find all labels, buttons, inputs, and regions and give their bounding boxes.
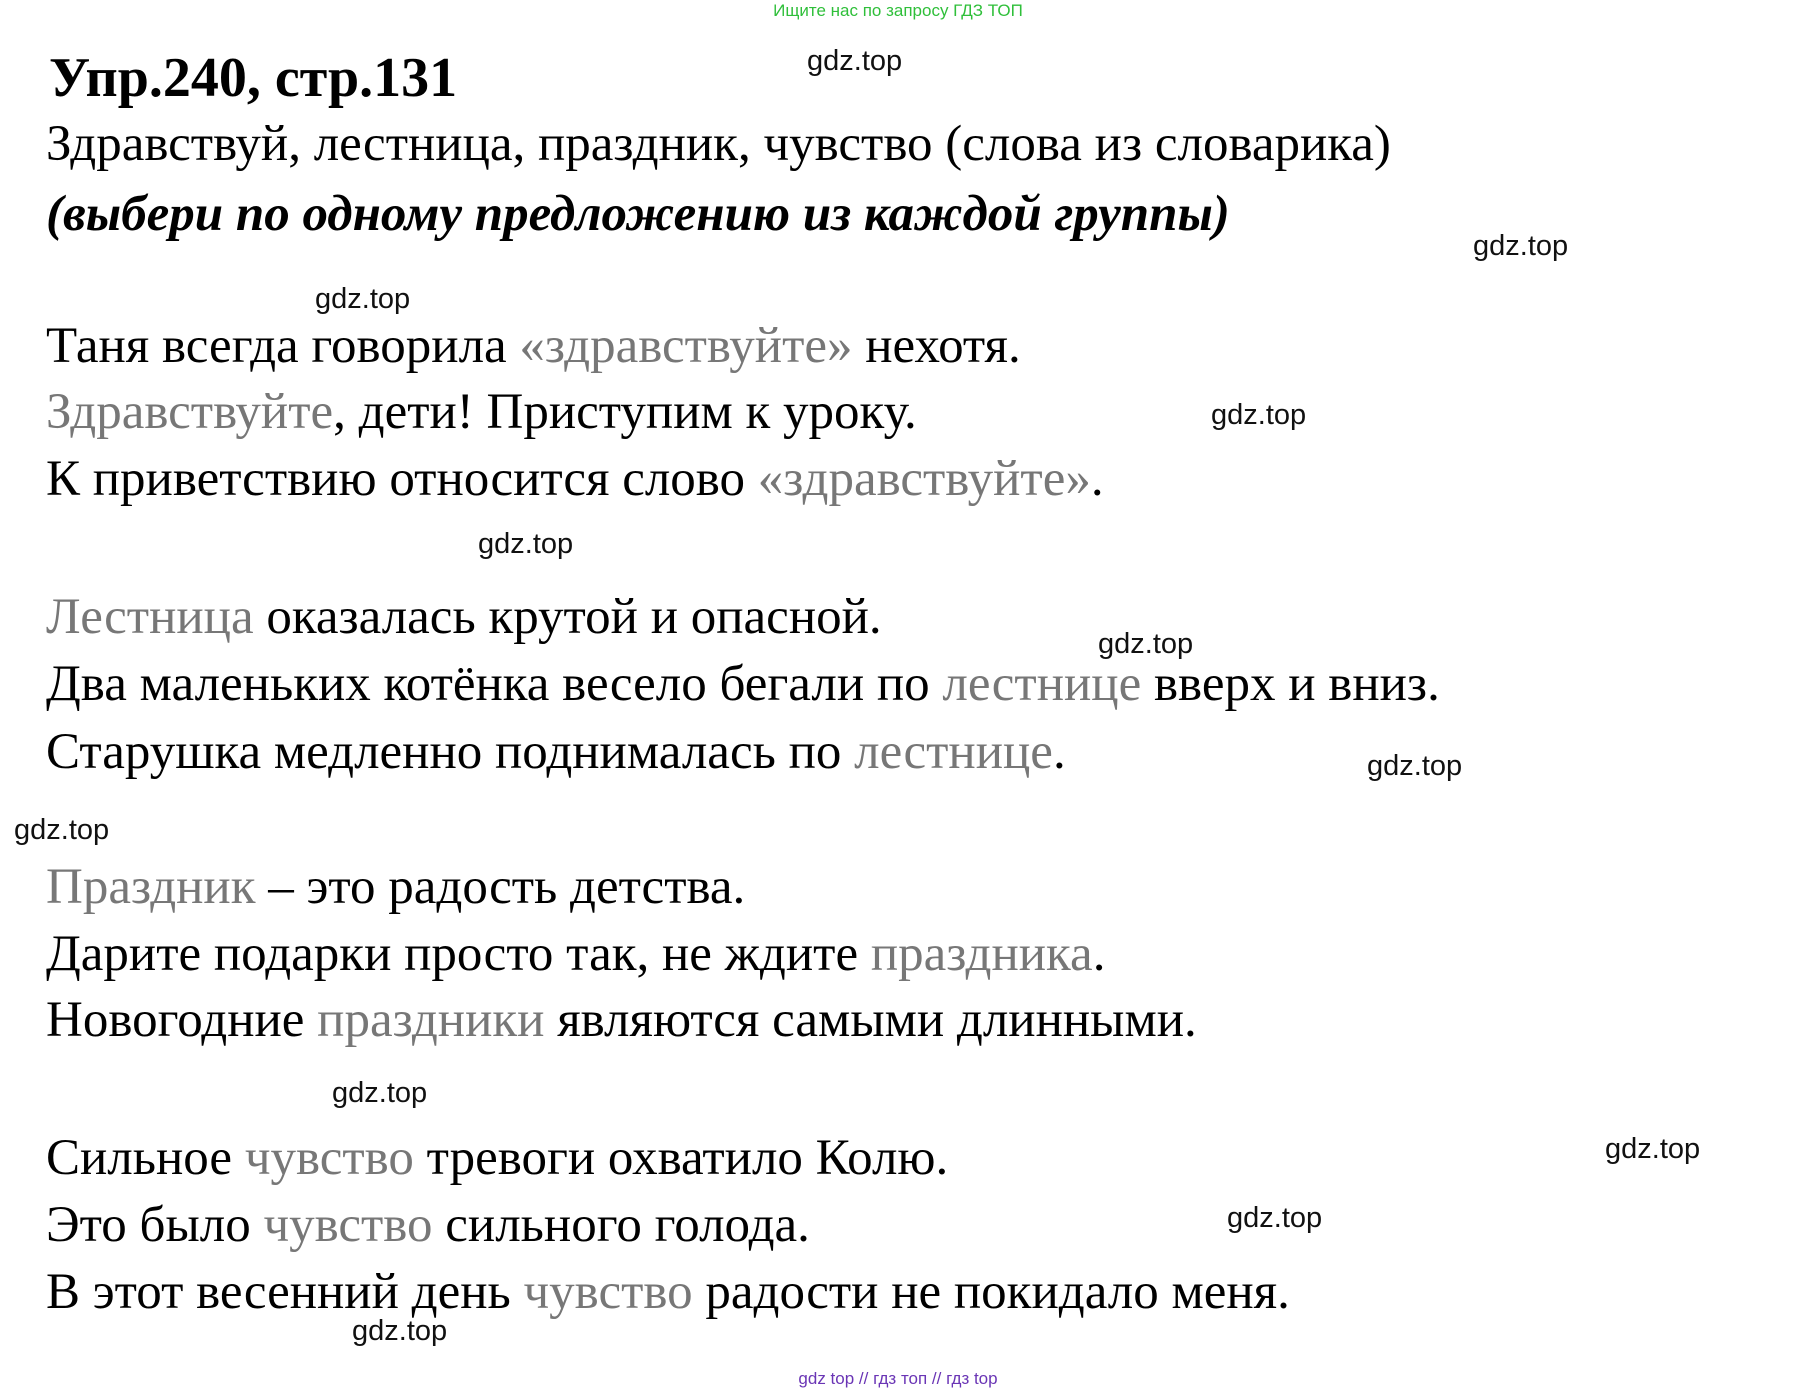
watermark-text: gdz.top [1367, 750, 1463, 782]
sentence-text: Старушка медленно поднималась по [46, 724, 855, 780]
highlighted-word: Лестница [46, 589, 254, 645]
watermark-text: gdz.top [332, 1077, 428, 1109]
sentence-text: Новогодние [46, 992, 318, 1048]
highlighted-word: праздники [317, 992, 545, 1048]
sentence-line [46, 1260, 1290, 1324]
sentence-text: вверх и вниз. [1141, 656, 1440, 712]
sentence-text: – это радость детства. [255, 859, 746, 915]
sentence-line [46, 652, 1440, 716]
sentence-line [46, 720, 1066, 784]
instruction-text: (выбери по одному предложению из каждой группы) [46, 186, 1230, 242]
highlighted-word: праздника [870, 926, 1093, 982]
sentence-text: Два маленьких котёнка весело бегали по [46, 656, 943, 712]
sentence-text: сильного голода. [432, 1197, 810, 1253]
sentence-line [46, 855, 745, 919]
bottom-banner-text: gdz top // гдз топ // гдз top [798, 1369, 998, 1388]
watermark-text: gdz.top [14, 814, 110, 846]
sentence-line [46, 988, 1197, 1052]
highlighted-word: чувство [244, 1130, 414, 1186]
highlighted-word: лестнице [854, 724, 1053, 780]
sentence-text: являются самыми длинными. [544, 992, 1197, 1048]
highlighted-word: «здравствуйте» [757, 451, 1091, 507]
sentence-text: . [1090, 451, 1104, 507]
highlighted-word: чувство [523, 1264, 693, 1320]
sentence-text: радости не покидало меня. [692, 1264, 1290, 1320]
sentence-text: оказалась крутой и опасной. [253, 589, 882, 645]
sentence-text: Дарите подарки просто так, не ждите [46, 926, 871, 982]
watermark-text: gdz.top [1605, 1133, 1701, 1165]
sentence-text: Это было [46, 1197, 264, 1253]
sentence-text: Сильное [46, 1130, 245, 1186]
watermark-text: gdz.top [1098, 628, 1194, 660]
sentence-line [46, 380, 917, 444]
sentence-text: . [1092, 926, 1106, 982]
watermark-text: gdz.top [478, 528, 574, 560]
sentence-line [46, 1193, 810, 1257]
highlighted-word: Праздник [46, 859, 256, 915]
watermark-text: gdz.top [807, 45, 903, 77]
highlighted-word: «здравствуйте» [519, 318, 853, 374]
sentence-line [46, 314, 1021, 378]
watermark-text: gdz.top [352, 1315, 448, 1347]
sentence-line [46, 922, 1105, 986]
sentence-text: тревоги охватило Колю. [413, 1130, 949, 1186]
sentence-text: , дети! Приступим к уроку. [333, 384, 917, 440]
sentence-text: . [1052, 724, 1066, 780]
watermark-text: gdz.top [1473, 230, 1569, 262]
sentence-text: В этот весенний день [46, 1264, 524, 1320]
watermark-text: gdz.top [315, 283, 411, 315]
sentence-text: нехотя. [852, 318, 1021, 374]
page-title: Упр.240, стр.131 [49, 47, 458, 109]
highlighted-word: лестнице [942, 656, 1142, 712]
sentence-text: Таня всегда говорила [46, 318, 520, 374]
highlighted-word: чувство [263, 1197, 433, 1253]
sentence-line [46, 1126, 948, 1190]
sentence-text: К приветствию относится слово [46, 451, 758, 507]
sentence-line [46, 585, 882, 649]
vocabulary-line: Здравствуй, лестница, праздник, чувство (слова из словарика) [46, 116, 1391, 172]
highlighted-word: Здравствуйте [46, 384, 334, 440]
watermark-text: gdz.top [1227, 1202, 1323, 1234]
sentence-line [46, 447, 1104, 511]
top-banner-text: Ищите нас по запросу ГДЗ ТОП [773, 1, 1023, 20]
watermark-text: gdz.top [1211, 399, 1307, 431]
